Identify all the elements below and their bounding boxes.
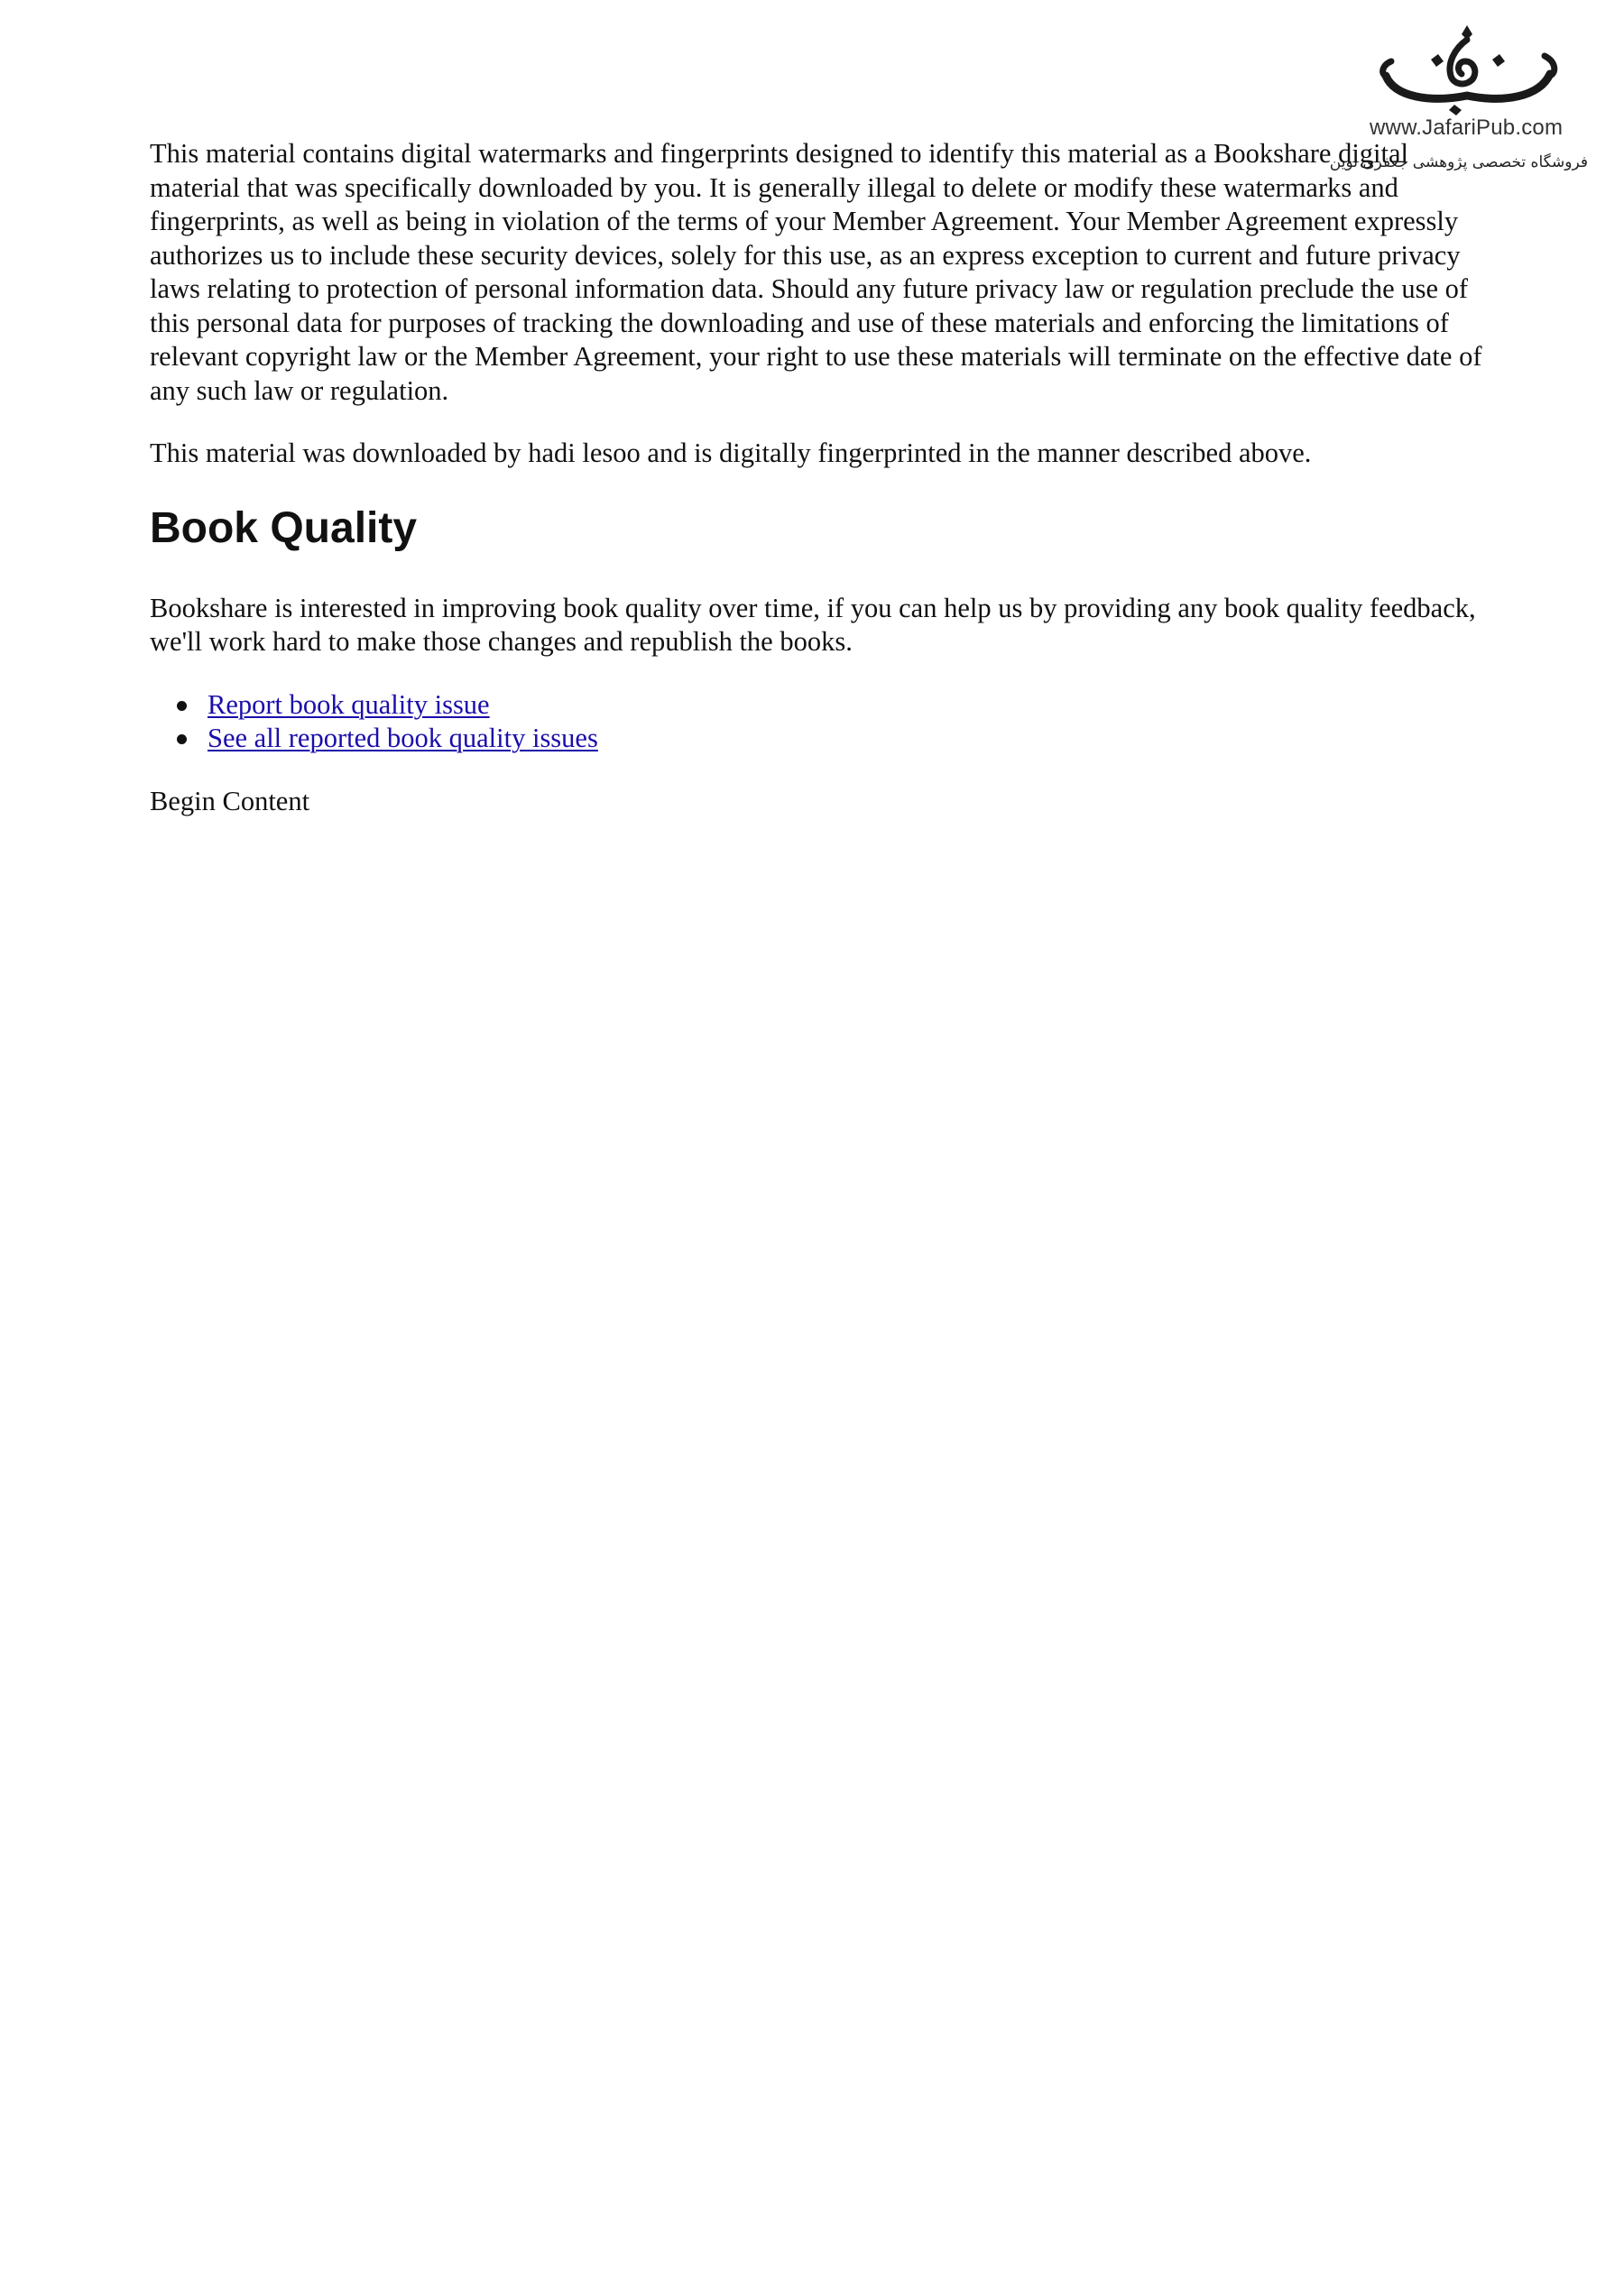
see-all-quality-issues-link[interactable]: See all reported book quality issues <box>208 723 598 753</box>
list-item <box>208 722 1494 756</box>
report-quality-issue-link[interactable]: Report book quality issue <box>208 688 490 720</box>
calligraphy-logo-icon <box>1368 20 1566 119</box>
book-quality-paragraph: Bookshare is interested in improving book quality over time, if you can help us by providing any book quality feedback, we'll work hard to make those changes and republish the books. <box>150 592 1476 657</box>
bullet-icon <box>177 734 187 744</box>
watermark-url: www.JafariPub.com <box>1370 115 1564 140</box>
downloaded-by-paragraph: This material was downloaded by hadi lesoo and is digitally fingerprinted in the manner described above. <box>150 438 1312 468</box>
watermark-notice-paragraph: This material contains digital watermarks and fingerprints designed to identify this material as a Bookshare digital material that was specifically downloaded by you. It is generally illegal to delete or modify these watermarks and fingerprints, as well as being in violation of the terms of your Member Agreement. Your Member Agreement expressly authorizes us to include these security devices, solely for this use, as an express exception to current and future privacy laws relating to protection of personal information data. Should any future privacy law or regulation preclude the use of this personal data for purposes of tracking the downloading and use of these materials and enforcing the limitations of relevant copyright law or the Member Agreement, your right to use these materials will terminate on the effective date of any such law or regulation. <box>150 138 1482 406</box>
bullet-icon <box>177 701 187 711</box>
begin-content-text: Begin Content <box>150 785 310 816</box>
list-item <box>208 688 1494 723</box>
book-quality-heading: Book Quality <box>150 503 418 552</box>
watermark-tagline: فروشگاه تخصصی پژوهشی جعفری نوین <box>1329 153 1588 171</box>
page-content <box>150 137 1494 818</box>
book-quality-links <box>150 688 1494 756</box>
